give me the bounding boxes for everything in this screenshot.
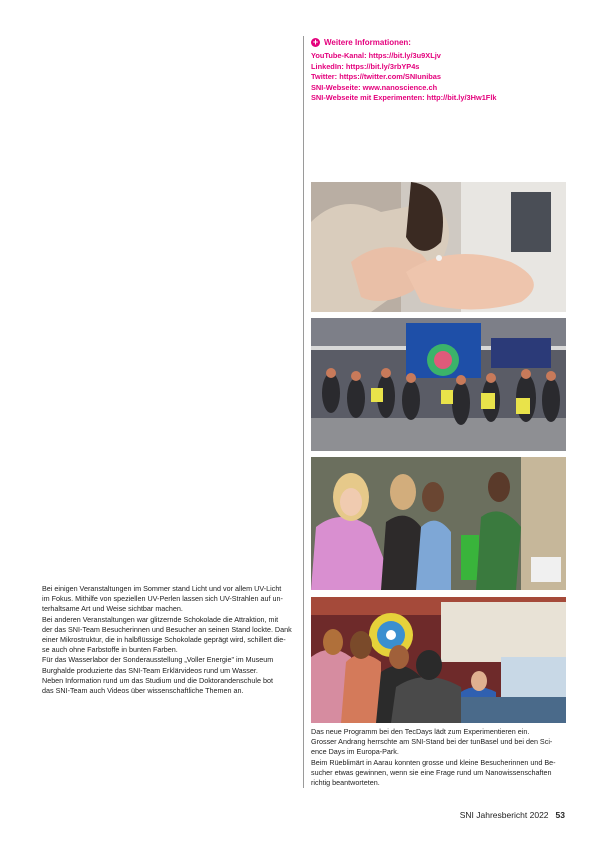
youtube-link[interactable]: YouTube-Kanal: https://bit.ly/3u9XLjv bbox=[311, 51, 441, 60]
photo-booth-crowd bbox=[311, 318, 566, 451]
page-number: 53 bbox=[555, 810, 565, 820]
text-line: se auch ohne Farbstoffe in bunten Farben. bbox=[42, 645, 178, 655]
caption-line: Das neue Programm bei den TecDays lädt zum Experimentieren ein. bbox=[311, 727, 530, 736]
report-title: SNI Jahresbericht 2022 bbox=[459, 810, 549, 820]
plus-circle-icon: + bbox=[312, 37, 319, 47]
text-line: Burghalde produzierte das SNI-Team Erklärvideos rund um Wasser. bbox=[42, 665, 258, 675]
caption-line: richtig beantworteten. bbox=[311, 778, 380, 788]
photo-caption bbox=[311, 727, 573, 788]
link-list bbox=[311, 51, 581, 104]
twitter-link[interactable]: Twitter: https://twitter.com/SNIunibas bbox=[311, 72, 442, 82]
experiments-link[interactable]: SNI-Webseite mit Experimenten: http://bit.ly/3Hw1Flk bbox=[311, 93, 497, 103]
caption-line: Grosser Andrang herrschte am SNI-Stand bei der tunBasel und bei den Sci- bbox=[311, 737, 553, 747]
caption-line: ence Days im Europa-Park. bbox=[311, 747, 399, 757]
text-line: Bei anderen Veranstaltungen war glitzernde Schokolade die Attraktion, mit bbox=[42, 614, 279, 624]
linkedin-link[interactable]: LinkedIn: https://bit.ly/3rbYP4s bbox=[311, 61, 420, 71]
text-line: einer Mikrostruktur, die in halbflüssige Schokolade geprägt wird, schillert die- bbox=[42, 635, 286, 645]
caption-line: Beim Rüeblimärt in Aarau konnten grosse und kleine Besucherinnen und Be- bbox=[311, 757, 556, 767]
info-heading bbox=[311, 37, 581, 48]
text-line: Bei einigen Veranstaltungen im Sommer stand Licht und vor allem UV-Licht bbox=[42, 584, 282, 593]
text-line: Neben Information rund um das Studium und die Doktorandenschule bot bbox=[42, 675, 273, 685]
photo-visitors bbox=[311, 457, 566, 590]
left-text-block bbox=[42, 584, 292, 696]
info-heading-text: Weitere Informationen: bbox=[324, 38, 411, 47]
text-line: im Fokus. Mithilfe von speziellen UV-Perlen lassen sich UV-Strahlen auf un- bbox=[42, 594, 283, 604]
text-line: der das SNI-Team Besucherinnen und Besucher an seinen Stand lockte. Dank bbox=[42, 624, 292, 634]
website-link[interactable]: SNI-Webseite: www.nanoscience.ch bbox=[311, 82, 438, 92]
text-line: das SNI-Team auch Videos über wissenschaftliche Themen an. bbox=[42, 686, 244, 696]
page-footer bbox=[460, 810, 565, 820]
column-divider bbox=[303, 36, 304, 788]
info-box bbox=[311, 37, 581, 104]
text-line: Für das Wasserlabor der Sonderausstellung „Voller Energie" im Museum bbox=[42, 655, 274, 665]
photo-market-stand bbox=[311, 597, 566, 723]
photo-uv-beads bbox=[311, 182, 566, 312]
caption-line: sucher etwas gewinnen, wenn sie eine Frage rund um Nanowissenschaften bbox=[311, 767, 552, 777]
text-line: terhaltsame Art und Weise sichtbar machen. bbox=[42, 604, 183, 614]
